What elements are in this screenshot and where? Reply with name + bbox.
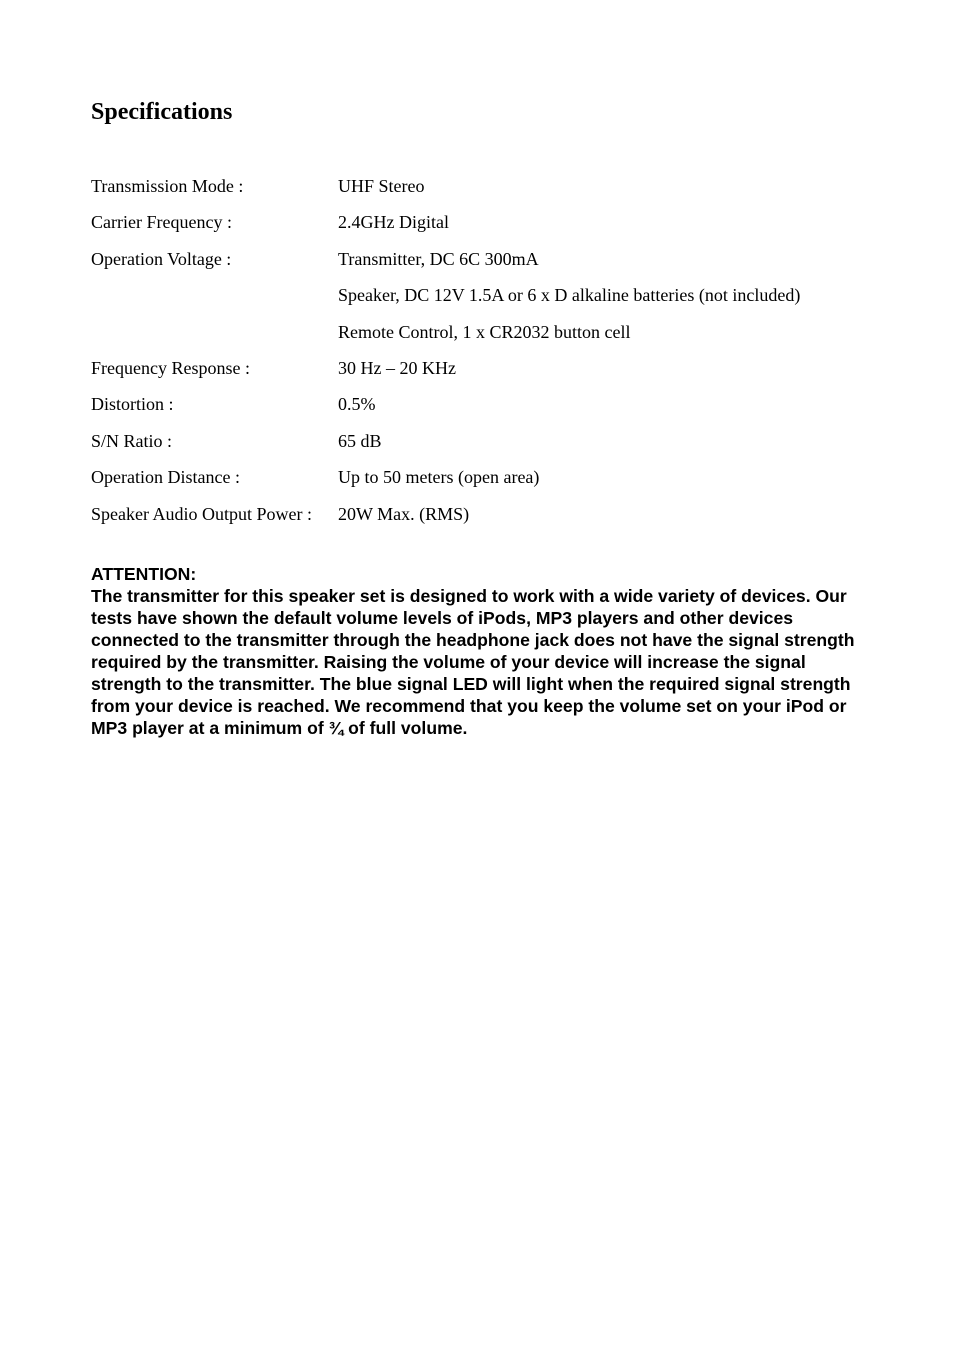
spec-row-transmission-mode: [91, 173, 871, 209]
spec-label: Operation Distance :: [91, 467, 240, 488]
spec-value: 20W Max. (RMS): [338, 503, 470, 524]
spec-row-sn-ratio: [91, 428, 871, 464]
spec-row-operation-voltage: [91, 246, 871, 282]
spec-row-distortion: [91, 391, 871, 427]
spec-label: S/N Ratio :: [91, 430, 173, 451]
spec-label: Carrier Frequency :: [91, 212, 232, 233]
spec-label: Operation Voltage :: [91, 248, 232, 269]
spec-value: Remote Control, 1 x CR2032 button cell: [338, 321, 631, 342]
attention-heading: ATTENTION:: [91, 564, 197, 584]
spec-label: Frequency Response :: [91, 357, 250, 378]
spec-value: Transmitter, DC 6C 300mA: [338, 248, 539, 269]
spec-value: 2.4GHz Digital: [338, 212, 449, 233]
spec-row-operation-voltage-speaker: [91, 282, 871, 318]
spec-value: 30 Hz – 20 KHz: [338, 357, 456, 378]
spec-label: Speaker Audio Output Power :: [91, 503, 312, 524]
attention-body: The transmitter for this speaker set is designed to work with a wide variety of devices. Our tests have shown the default volume levels of iPods, MP3 players and other devices connected to the transmitter through the headphone jack does not have the signal strength required by the transmitter. Raising the volume of your device will increase the signal strength to the transmitter. The blue signal LED will light when the required signal strength from your device is reached. We recommend that you keep the volume set on your iPod or MP3 player at a minimum of ¾ of full volume.: [91, 586, 855, 738]
specifications-table: [91, 173, 871, 537]
page-title: Specifications: [91, 99, 233, 125]
spec-label: Distortion :: [91, 394, 174, 415]
spec-row-audio-output-power: [91, 501, 871, 537]
spec-label: Transmission Mode :: [91, 176, 244, 196]
spec-row-operation-voltage-remote: [91, 319, 871, 355]
spec-value: 65 dB: [338, 430, 382, 451]
spec-row-carrier-frequency: [91, 209, 871, 245]
spec-value: UHF Stereo: [338, 176, 425, 196]
spec-value: Up to 50 meters (open area): [338, 467, 540, 488]
attention-notice: [91, 563, 866, 739]
spec-value: 0.5%: [338, 394, 376, 415]
spec-value: Speaker, DC 12V 1.5A or 6 x D alkaline batteries (not included): [338, 285, 801, 306]
spec-row-operation-distance: [91, 464, 871, 500]
spec-row-frequency-response: [91, 355, 871, 391]
